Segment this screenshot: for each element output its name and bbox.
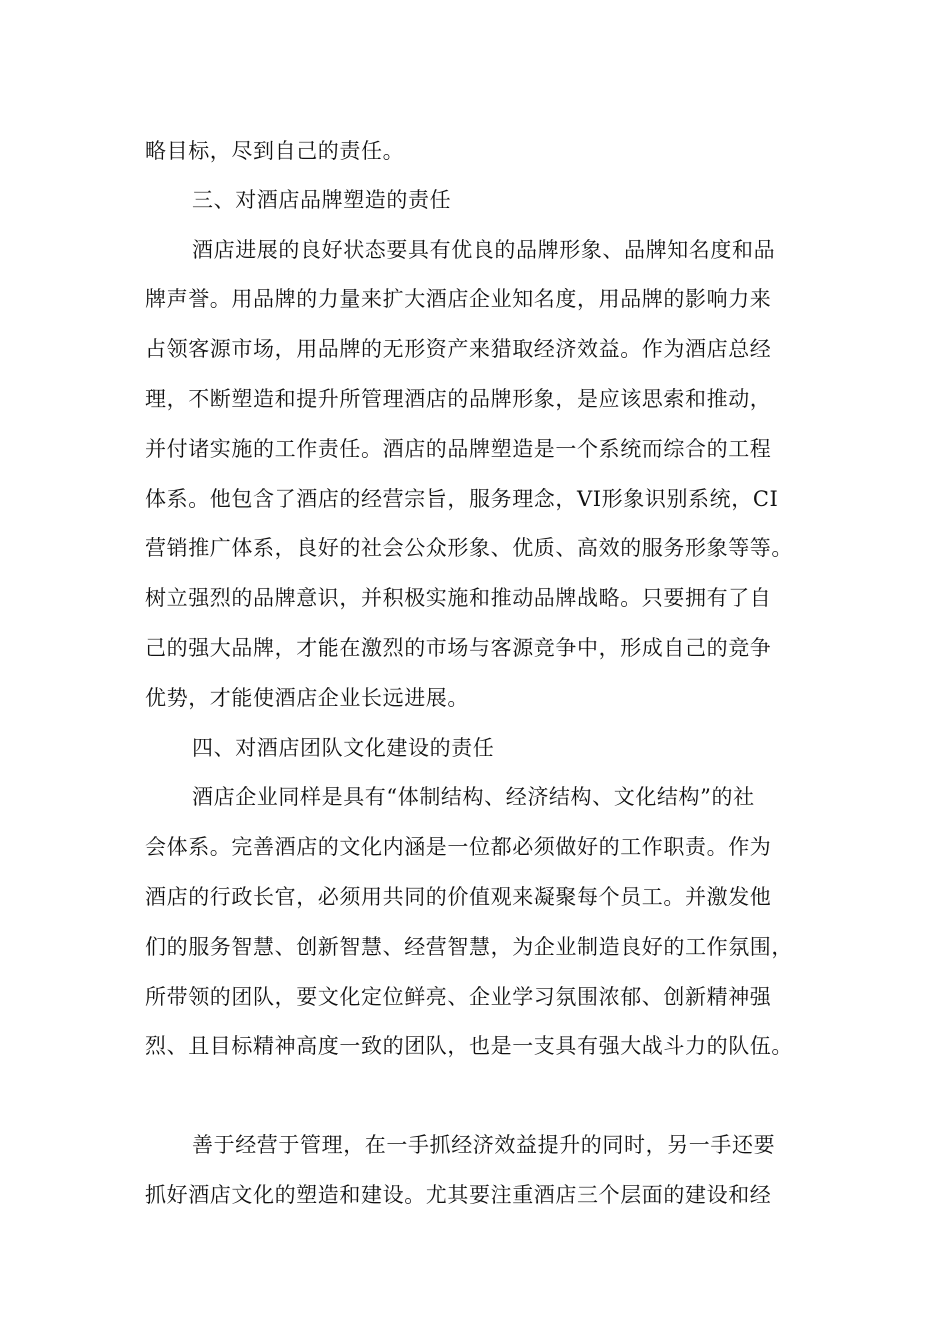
paragraph-line: 优势，才能使酒店企业长远进展。 [145, 686, 469, 710]
section-heading-4: 四、对酒店团队文化建设的责任 [192, 736, 495, 760]
paragraph-line: 并付诸实施的工作责任。酒店的品牌塑造是一个系统而综合的工程 [145, 437, 772, 461]
section-heading-3: 三、对酒店品牌塑造的责任 [192, 188, 452, 212]
paragraph-line: 们的服务智慧、创新智慧、经营智慧，为企业制造良好的工作氛围， [145, 935, 793, 959]
paragraph-line: 会体系。完善酒店的文化内涵是一位都必须做好的工作职责。作为 [145, 835, 772, 859]
paragraph-line: 烈、且目标精神高度一致的团队，也是一支具有强大战斗力的队伍。 [145, 1034, 793, 1058]
paragraph-line: 牌声誉。用品牌的力量来扩大酒店企业知名度，用品牌的影响力来 [145, 287, 772, 311]
paragraph-line: 占领客源市场，用品牌的无形资产来猎取经济效益。作为酒店总经 [145, 337, 772, 361]
paragraph-line: 理，不断塑造和提升所管理酒店的品牌形象，是应该思索和推动， [145, 387, 772, 411]
paragraph-line: 酒店进展的良好状态要具有优良的品牌形象、品牌知名度和品 [192, 238, 776, 262]
paragraph-line: 树立强烈的品牌意识，并积极实施和推动品牌战略。只要拥有了自 [145, 586, 772, 610]
paragraph-line: 营销推广体系，良好的社会公众形象、优质、高效的服务形象等等。 [145, 536, 793, 560]
paragraph-line: 所带领的团队，要文化定位鲜亮、企业学习氛围浓郁、创新精神强 [145, 985, 772, 1009]
paragraph-line: 酒店企业同样是具有“体制结构、经济结构、文化结构”的社 [192, 785, 755, 809]
paragraph-line: 善于经营于管理，在一手抓经济效益提升的同时，另一手还要 [192, 1133, 776, 1157]
paragraph-line: 己的强大品牌，才能在激烈的市场与客源竞争中，形成自己的竞争 [145, 636, 772, 660]
paragraph-continuation-line: 略目标，尽到自己的责任。 [145, 139, 405, 163]
paragraph-line: 体系。他包含了酒店的经营宗旨，服务理念，VI形象识别系统，CI [145, 487, 779, 511]
paragraph-line: 酒店的行政长官，必须用共同的价值观来凝聚每个员工。并激发他 [145, 885, 772, 909]
paragraph-line: 抓好酒店文化的塑造和建设。尤其要注重酒店三个层面的建设和经 [145, 1183, 772, 1207]
